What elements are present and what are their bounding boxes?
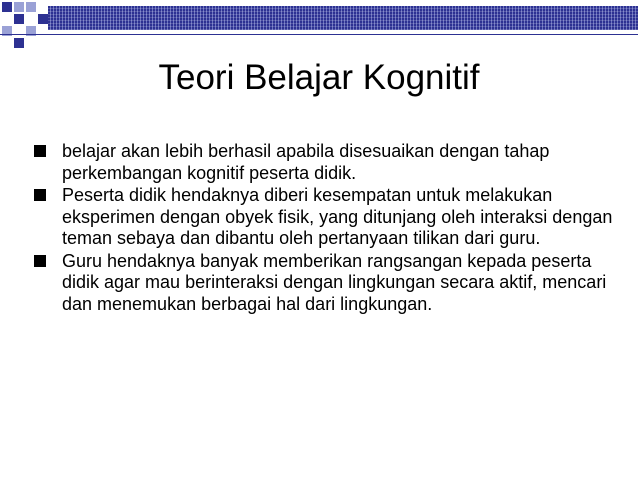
- bullet-text: belajar akan lebih berhasil apabila disesuaikan dengan tahap perkembangan kognitif peserta didik.: [62, 141, 550, 183]
- square-bullet-icon: [34, 145, 46, 157]
- decor-square: [14, 38, 24, 48]
- bullet-item: [32, 141, 622, 184]
- square-bullet-icon: [34, 255, 46, 267]
- header-bar: [48, 6, 638, 30]
- square-bullet-icon: [34, 189, 46, 201]
- slide-title: Teori Belajar Kognitif: [158, 58, 480, 97]
- header-divider: [0, 34, 638, 35]
- bullet-item: [32, 251, 622, 316]
- bullet-item: [32, 185, 622, 250]
- decor-square: [14, 2, 24, 12]
- decor-square: [26, 2, 36, 12]
- bullet-text: Guru hendaknya banyak memberikan rangsangan kepada peserta didik agar mau berinteraksi dengan lingkungan secara aktif, mencari dan menemukan berbagai hal dari lingkungan.: [62, 250, 607, 314]
- decor-square: [2, 2, 12, 12]
- decor-square: [38, 14, 48, 24]
- bullet-list: [32, 141, 622, 316]
- bullet-text: Peserta didik hendaknya diberi kesempatan untuk melakukan eksperimen dengan obyek fisik, yang ditunjang oleh interaksi dengan teman sebaya dan dibantu oleh pertanyaan tilikan dari guru.: [62, 185, 613, 248]
- decor-square: [14, 14, 24, 24]
